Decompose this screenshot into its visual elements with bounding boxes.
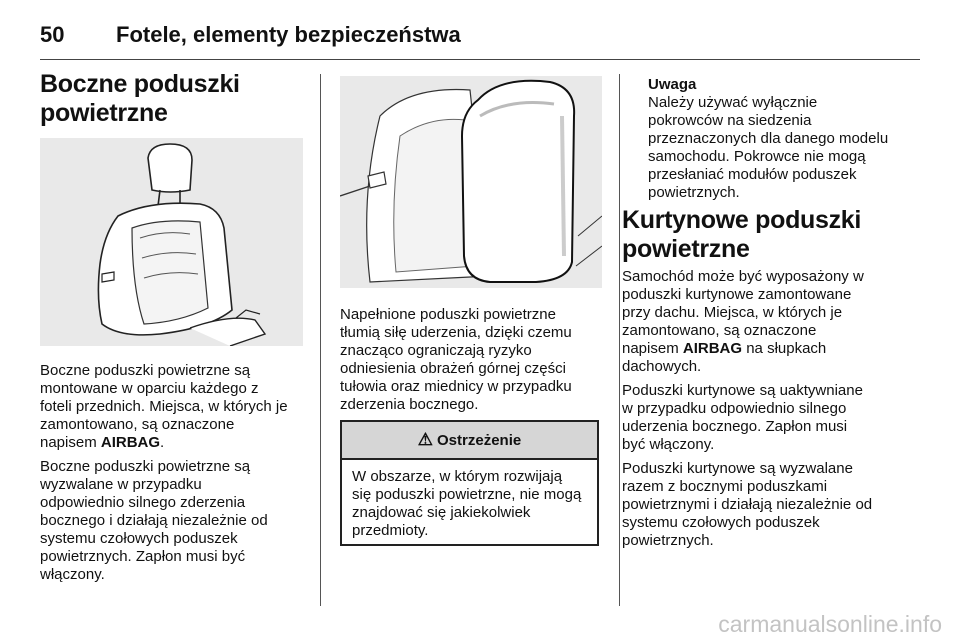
text-line: się poduszki powietrzne, nie mogą <box>352 486 582 503</box>
warning-header <box>342 422 597 460</box>
text-line: poduszki kurtynowe zamontowane <box>622 286 852 303</box>
header-divider <box>40 59 920 60</box>
text-line: przy dachu. Miejsca, w których je <box>622 304 843 321</box>
col2-text <box>340 306 606 414</box>
column-divider-2 <box>619 74 620 606</box>
column-divider-1 <box>320 74 321 606</box>
text-line: Boczne poduszki powietrzne są <box>40 458 251 475</box>
text-line: Boczne poduszki powietrzne są <box>40 362 251 379</box>
heading-line: powietrzne <box>622 235 750 263</box>
text-line: systemu czołowych poduszek <box>622 514 820 531</box>
text-line: przeznaczonych dla danego modelu <box>648 130 889 147</box>
text-line: Należy używać wyłącznie <box>648 94 818 111</box>
text-line: foteli przednich. Miejsca, w których je <box>40 398 288 415</box>
paragraph-inflated-airbags <box>340 306 606 414</box>
text-line: na słupkach <box>742 340 827 357</box>
paragraph-curtain-location <box>622 268 906 376</box>
text-line: przesłaniać modułów poduszek <box>648 166 857 183</box>
paragraph-curtain-trigger <box>622 460 906 550</box>
heading-line: Boczne poduszki <box>40 70 240 98</box>
airbag-marking-text: AIRBAG <box>100 434 161 451</box>
text-line: W obszarze, w którym rozwijają <box>352 468 563 485</box>
inflated-side-airbag-illustration <box>340 76 602 288</box>
text-line: napisem <box>40 434 101 451</box>
heading-line: Kurtynowe poduszki <box>622 206 862 234</box>
text-line: montowane w oparciu każdego z <box>40 380 259 397</box>
text-line: bocznego i działają niezależnie od <box>40 512 268 529</box>
note-title: Uwaga <box>648 76 697 93</box>
text-line: Samochód może być wyposażony w <box>622 268 864 285</box>
text-line: przedmioty. <box>352 522 429 539</box>
note-text <box>648 94 910 202</box>
text-line: napisem <box>622 340 683 357</box>
text-line: w przypadku odpowiednio silnego <box>622 400 847 417</box>
text-line: razem z bocznymi poduszkami <box>622 478 828 495</box>
text-line: znajdować się jakiekolwiek <box>352 504 531 521</box>
text-line: powietrznymi i działają niezależnie od <box>622 496 873 513</box>
text-line: powietrznych. Zapłon musi być <box>40 548 246 565</box>
text-line: zamontowano, są oznaczone <box>40 416 235 433</box>
page-header <box>40 18 920 58</box>
paragraph-side-airbag-trigger <box>40 458 308 584</box>
col3-section <box>622 206 906 550</box>
text-line: powietrznych. <box>622 532 714 549</box>
text-line: tłumią siłę uderzenia, dzięki czemu <box>340 324 572 341</box>
warning-body <box>342 460 597 540</box>
text-line: być włączony. <box>622 436 715 453</box>
text-line: zderzenia bocznego. <box>340 396 479 413</box>
warning-triangle-icon: ⚠ <box>417 430 434 449</box>
section-heading-side-airbags <box>40 70 305 128</box>
paragraph-curtain-activation <box>622 382 906 454</box>
text-line: odniesienia obrażeń górnej części <box>340 360 566 377</box>
text-line: znacząco ograniczają ryzyko <box>340 342 532 359</box>
paragraph-side-airbag-location <box>40 362 308 452</box>
warning-title: Ostrzeżenie <box>437 431 522 449</box>
text-line: wyzwalane w przypadku <box>40 476 202 493</box>
col1-text <box>40 362 308 584</box>
note-block <box>648 76 910 202</box>
seat-airbag-label-illustration <box>40 138 303 346</box>
text-line: włączony. <box>40 566 105 583</box>
warning-box <box>340 420 599 546</box>
text-line: tułowia oraz miednicy w przypadku <box>340 378 572 395</box>
text-line: samochodu. Pokrowce nie mogą <box>648 148 866 165</box>
section-heading-curtain-airbags <box>622 206 906 264</box>
text-line: . <box>160 434 165 451</box>
page-number: 50 <box>40 22 65 47</box>
text-line: systemu czołowych poduszek <box>40 530 238 547</box>
text-line: pokrowców na siedzenia <box>648 112 812 129</box>
heading-line: powietrzne <box>40 99 168 127</box>
text-line: odpowiednio silnego zderzenia <box>40 494 246 511</box>
text-line: zamontowano, są oznaczone <box>622 322 817 339</box>
column-1 <box>40 70 305 128</box>
text-line: dachowych. <box>622 358 702 375</box>
watermark: carmanualsonline.info <box>718 611 942 637</box>
text-line: Napełnione poduszki powietrzne <box>340 306 556 323</box>
text-line: uderzenia bocznego. Zapłon musi <box>622 418 848 435</box>
text-line: Poduszki kurtynowe są uaktywniane <box>622 382 863 399</box>
text-line: powietrznych. <box>648 184 740 201</box>
airbag-marking-text: AIRBAG <box>682 340 743 357</box>
page-title: Fotele, elementy bezpieczeństwa <box>116 22 461 47</box>
text-line: Poduszki kurtynowe są wyzwalane <box>622 460 853 477</box>
